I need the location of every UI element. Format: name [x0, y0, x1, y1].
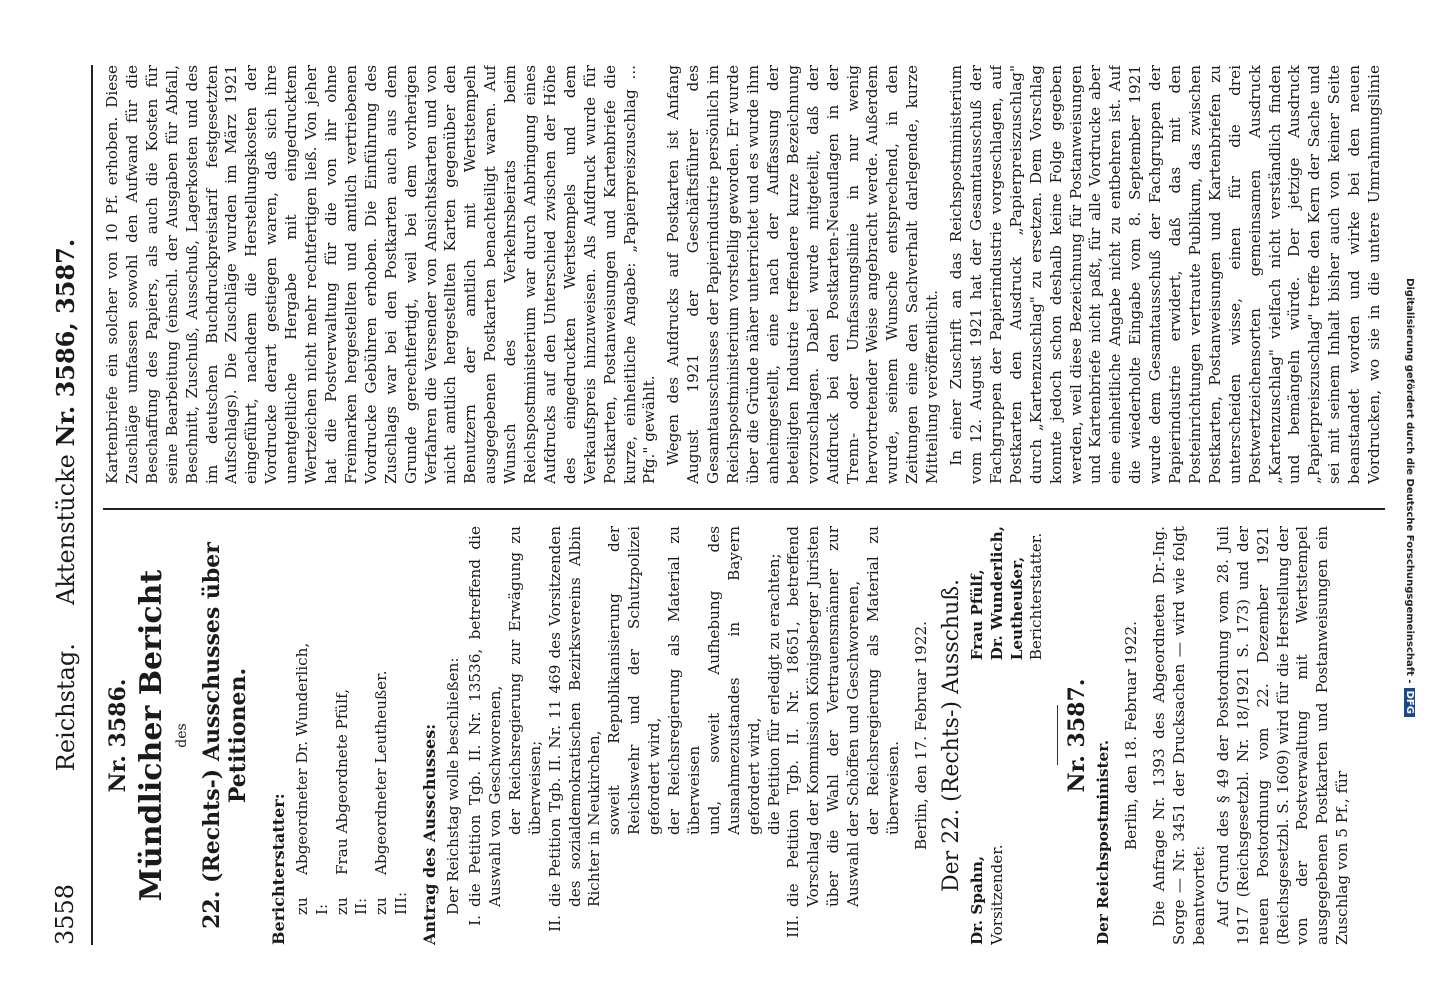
separator [1057, 706, 1058, 766]
signatures: Dr. Spahn, Vorsitzender. Frau Pfülf, Dr. Wunderlich, Leutheußer, Berichterstatter. [967, 526, 1046, 945]
dfg-logo: DFG [1404, 688, 1415, 717]
paragraph: In einer Zuschrift an das Reichspostministerium vom 12. August 1921 hat der Gesamtausschuß der Fachgruppen der Papierindustrie vorgeschlagen, auf Postkarten den Ausdruck „Papierpreiszuschlag" durch „Kartenzuschlag" zu ersetzen. Dem Vorschlag konnte jedoch schon deshalb keine Folge gegeben werden, weil diese Bezeichnung für Postanweisungen und Kartenbriefe nicht paßt, für alle Vordrucke aber eine einheitliche Angabe nicht zu entbehren ist. Auf die wiederholte Eingabe vom 8. September 1921 wurde dem Gesamtausschuß der Fachgruppen der Papierindustrie erwidert, daß das mit den Posteinrichtungen vertraute Publikum, das zwischen Postkarten, Postanweisungen und Kartenbriefen zu unterscheiden wisse, einen für die drei Postwertzeichensorten gemeinsamen Ausdruck „Kartenzuschlag" vielfach nicht verständlich finden und bemängeln würde. Der jetzige Ausdruck „Papierpreiszuschlag" treffe den Kern der Sache und sei mit seinem Inhalt bisher auch von keiner Seite beanstandet worden und wirke bei den neuen Vordrucken, wo sie in die untere Umrahmungslinie [947, 65, 1384, 484]
doc-number-3586: Nr. 3586. [105, 678, 131, 793]
header-rule [91, 65, 93, 945]
page-number: 3558 [51, 883, 79, 945]
header-doc-numbers: Nr. 3586, 3587. [50, 238, 80, 447]
doc-number-3587: Nr. 3587. [1064, 678, 1091, 793]
report-title: Mündlicher Bericht [133, 569, 169, 902]
right-column [103, 65, 1385, 484]
inquiry-paragraph: Die Anfrage Nr. 1393 des Abgeordneten Dr.-Ing. Sorge — Nr. 3451 der Drucksachen — wird wie folgt beantwortet: [1150, 526, 1208, 945]
report-subtitle: 22. (Rechts-) Ausschusses über Petitionen. [198, 542, 251, 929]
page-header [45, 65, 85, 945]
left-column: Nr. 3586. Mündlicher Bericht des 22. (Rechts-) Ausschusses über Petitionen. Berichterstatter: zu I: Abgeordneter Dr. Wunderlich, zu II: Frau Abgeordnete Pfülf, zu III: Abgeordneter Leutheußer. Antrag des Ausschusses: Der Reichstag wolle beschließen: I. die Petition Tgb. II. Nr. 13536, betreffend die Auswahl von Geschworenen, der Reichsregierung zur Erwägung zu überweisen; II. die Petition Tgb. II. Nr. 11 469 des Vorsitzenden des sozialdemokratischen Bezirksvereins Albin Richter in Neukirchen, soweit Republikanisierung der Reichswehr und der Schutzpolizei gefordert wird, der Reichsregierung als Material zu überweisen und, soweit Aufhebung des Ausnahmezustandes in Bayern gefordert wird, die Petition für erledigt zu erachten; III. die Petition Tgb. II. Nr. 18651, betreffend Vorschlag der Kommission Königsberger Juristen über die Wahl der Vertrauensmänner zur Auswahl der Schöffen und Geschworenen, der Reichsregierung als Material zu überweisen. Berlin, den 17. Februar 1922. Der 22. (Rechts-) Ausschuß. Dr. Spahn, Vorsitzender. Frau Pfülf, Dr. Wunderlich, Leutheußer, Berichterstatter. Nr. 3587. Der Reichspostminister. Berlin, den 18. Februar 1922. Die Anfrage Nr. 1393 des Abgeordneten Dr.-Ing. Sorge — Nr. 3451 der Drucksachen — wird wie folgt beantwortet: Auf Grund des § 49 der Postordnung vom 28. Juli 1917 (Reichsgesetzbl. Nr. 18/1921 S. 173) und der neuen Postordnung vom 22. Dezember 1921 (Reichsgesetzbl. S. 1609) wird für die Herstellung der von der Postverwaltung mit Wertstempel ausgegebenen Postkarten und Postanweisungen ein Zuschlag von 5 Pf., für [103, 508, 1385, 945]
paragraph: Kartenbriefe ein solcher von 10 Pf. erhoben. Diese Zuschläge umfassen sowohl den Aufwand für die Beschaffung des Papiers, als auch die Kosten für seine Bearbeitung (einschl. der Ausgaben für Abfall, Beschnitt, Zuschuß, Ausschuß, Lagerkosten und des im deutschen Buchdruckpreistarif festgesetzten Aufschlags). Die Zuschläge wurden im März 1921 eingeführt, nachdem die Herstellungskosten der Vordrucke derart gestiegen waren, daß sich ihre unentgeltliche Hergabe mit eingedrucktem Wertzeichen nicht mehr rechtfertigen ließ. Von jeher hat die Postverwaltung für die von ihr ohne Freimarken hergestellten und amtlich vertriebenen Vordrucke Gebühren erhoben. Die Einführung des Zuschlags war bei den Postkarten auch aus dem Grunde gerechtfertigt, weil bei dem vorherigen Verfahren die Versender von Ansichtskarten und von nicht amtlich hergestellten Karten gegenüber den Benutzern der amtlich mit Wertstempeln ausgegebenen Postkarten benachteiligt waren. Auf Wunsch des Verkehrsbeirats beim Reichspostministerium war durch Anbringung eines Aufdrucks auf den Unterschied zwischen der Höhe des eingedruckten Wertstempels und dem Verkaufspreis hinzuweisen. Als Aufdruck wurde für Postkarten, Postanweisungen und Kartenbriefe die kurze, einheitliche Angabe: „Papierpreiszuschlag ... Pfg." gewählt. [103, 65, 659, 484]
minister-heading: Der Reichspostminister. [1094, 739, 1113, 945]
reporters-heading: Berichterstatter: [268, 793, 288, 945]
reporters-list: zu I: Abgeordneter Dr. Wunderlich, zu II: Frau Abgeordnete Pfülf, zu III: Abgeordneter Leutheußer. [292, 642, 411, 915]
paragraph: Wegen des Aufdrucks auf Postkarten ist Anfang August 1921 der Geschäftsführer des Gesamtausschusses der Papierindustrie persönlich im Reichspostministerium vorstellig geworden. Er wurde über die Gründe näher unterrichtet und es wurde ihm anheimgestellt, eine nach der Auffassung der beteiligten Industrie treffendere kurze Bezeichnung vorzuschlagen. Dabei wurde mitgeteilt, daß der Aufdruck bei den Postkarten-Neuauflagen in der Trenn- oder Umfassungslinie in nur wenig hervortretender Weise angebracht werde. Außerdem wurde, seinem Wunsche entsprechend, in den Zeitungen eine den Sachverhalt darlegende, kurze Mitteilung veröffentlicht. [664, 65, 942, 484]
answer-paragraph: Auf Grund des § 49 der Postordnung vom 28. Juli 1917 (Reichsgesetzbl. Nr. 18/1921 S. 173) und der neuen Postordnung vom 22. Dezember 1921 (Reichsgesetzbl. S. 1609) wird für die Herstellung der von der Postverwaltung mit Wertstempel ausgegebenen Postkarten und Postanweisungen ein Zuschlag von 5 Pf., für [1213, 526, 1352, 945]
motion-items: I. die Petition Tgb. II. Nr. 13536, betreffend die Auswahl von Geschworenen, der Reichsregierung zur Erwägung zu überweisen; II. die Petition Tgb. II. Nr. 11 469 des Vorsitzenden des sozialdemokratischen Bezirksvereins Albin Richter in Neukirchen, soweit Republikanisierung der Reichswehr und der Schutzpolizei gefordert wird, der Reichsregierung als Material zu überweisen und, soweit Aufhebung des Ausnahmezustandes in Bayern gefordert wird, die Petition für erledigt zu erachten; III. die Petition Tgb. II. Nr. 18651, betreffend Vorschlag der Kommission Königsberger Juristen über die Wahl der Vertrauensmänner zur Auswahl der Schöffen und Geschworenen, der Reichsregierung als Material zu überweisen. [465, 526, 902, 938]
header-title: Reichstag. Aktenstücke Nr. 3586, 3587. [50, 238, 80, 772]
report-date: Berlin, den 17. Februar 1922. [911, 621, 930, 850]
committee-name: Der 22. (Rechts-) Ausschuß. [938, 579, 964, 892]
motion-heading: Antrag des Ausschusses: [420, 723, 440, 945]
two-column-body [103, 65, 1385, 945]
rotated-document-page [25, 25, 1405, 985]
digitization-margin-note: Digitalisierung gefördert durch die Deutsche Forschungsgemeinschaft -DFG [1401, 5, 1415, 990]
